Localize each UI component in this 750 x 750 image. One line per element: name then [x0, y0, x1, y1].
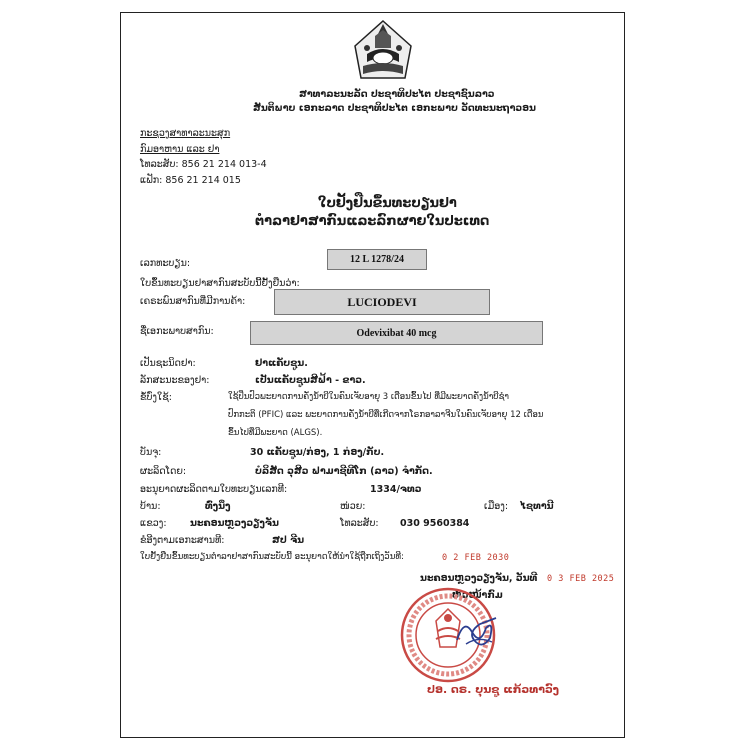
province-value: ນະຄອນຫຼວງວຽງຈັນ	[190, 518, 279, 529]
generic-label: ຊື່ເອກະພາບສາກົນ:	[140, 326, 214, 337]
packaging-value: 30 ແຄັບຊູນ/ກ່ອງ, 1 ກ່ອງ/ກັບ.	[250, 447, 385, 458]
phone-value: 030 9560384	[400, 518, 470, 529]
village-value: ທົ່ງນິ່ງ	[205, 501, 231, 512]
issuer-fax: ແຟັກ: 856 21 214 015	[140, 175, 241, 186]
reg-no-label: ເລກທະບຽນ:	[140, 258, 191, 269]
trade-name-label: ເຄຣະພົນສາກົນທີ່ມີການຄ້າ:	[140, 296, 246, 307]
applicant-value: ສປ ຈີນ	[272, 535, 305, 546]
village-label: ບ້ານ:	[140, 501, 161, 512]
issuer-department: ກົມອາຫານ ແລະ ຢາ	[140, 144, 220, 155]
doc-title-line-1: ໃບຢັ້ງຢືນຂຶ້ນທະບຽນຢາ	[318, 196, 457, 211]
usage-line-1: ໃຊ້ປິ່ນປົວພະຍາດການຄັ່ງນໍ້າບີໃນຄົນເຈັບອາຍຸ 3 ເດືອນຂຶ້ນໄປ ທີ່ມີພະຍາດຄັ່ງນໍ້າບີຊຳ	[228, 392, 510, 402]
signer-name: ປອ. ດຣ. ບຸນຊູ ແກ້ວທາວົງ	[427, 683, 560, 696]
header-line-2: ສັນຕິພາບ ເອກະລາດ ປະຊາທິປະໄຕ ເອກະພາບ ວັດທະນະຖາວອນ	[253, 103, 536, 114]
validity-text: ໃບຢັ້ງຢືນຂຶ້ນທະບຽນຕຳລາຢາສາກົນສະບັບນີ້ ອະນຸຍາດໃຫ້ນຳໃຊ້ຖືກເຖິງວັນທີ:	[140, 552, 404, 562]
issue-date-stamp: 0 3 FEB 2025	[547, 574, 615, 584]
national-emblem-icon	[353, 18, 413, 86]
header-line-1: ສາທາລະນະລັດ ປະຊາທິປະໄຕ ປະຊາຊົນລາວ	[299, 89, 495, 100]
province-label: ແຂວງ:	[140, 518, 167, 529]
director-title: ຫົວໜ້າກົມ	[452, 590, 503, 601]
handwritten-signature	[452, 610, 502, 655]
signature-place: ນະຄອນຫຼວງວຽງຈັນ, ວັນທີ	[420, 573, 538, 584]
usage-label: ຂໍ້ບົ່ງໃຊ້:	[140, 392, 172, 403]
license-label: ອະນຸຍາດຜະລິດຕາມໃບທະບຽນເລກທີ:	[140, 484, 288, 495]
usage-line-2: ປົກກະຕິ (PFIC) ແລະ ພະຍາດການຄັ່ງນໍ້າບີທີ່ເກີດຈາກໂຣກອາລາຈີນໃນຄົນເຈັບອາຍຸ 12 ເດືອນ	[228, 410, 544, 420]
appearance-label: ລັກສະນະຂອງຢາ:	[140, 375, 210, 386]
issuer-phone: ໂທລະສັບ: 856 21 214 013-4	[140, 159, 267, 170]
drug-type-value: ຢາແຄັບຊູນ.	[255, 358, 308, 369]
generic-value: Odevixibat 40 mcg	[250, 321, 543, 345]
unit-label: ໜ່ວຍ:	[340, 501, 366, 512]
doc-title-line-2: ຕໍາລາຢາສາກົນແລະລົກຜາຍໃນປະເທດ	[255, 214, 490, 229]
producer-label: ຜະລິດໂດຍ:	[140, 466, 187, 477]
issuer-ministry: ກະຊວງສາທາລະນະສຸກ	[140, 128, 231, 139]
reg-no-value: 12 L 1278/24	[327, 249, 427, 270]
drug-type-label: ເປັນຊະນິດຢາ:	[140, 358, 196, 369]
registered-name-label: ໃບຂຶ້ນທະບຽນຢາສາກົນສະບັບນີ້ຢັ້ງຢືນວ່າ:	[140, 278, 300, 289]
phone-label: ໂທລະສັບ:	[340, 518, 379, 529]
trade-name-value: LUCIODEVI	[274, 289, 490, 315]
validity-date-stamp: 0 2 FEB 2030	[442, 553, 510, 563]
producer-value: ບໍລິສັດ ວຸສີວ ຟາມາຊີທີໂກ (ລາວ) ຈຳກັດ.	[255, 466, 433, 477]
applicant-label: ຂໍອີງຕາມເອກະສານທີ:	[140, 535, 225, 546]
license-value: 1334/ຈທວ	[370, 484, 422, 495]
appearance-value: ເປັນແຄັບຊູນສີຟ້າ - ຂາວ.	[255, 375, 366, 386]
usage-line-3: ຂຶ້ນໄປທີ່ມີພະຍາດ (ALGS).	[228, 428, 323, 438]
packaging-label: ບັນຈຸ:	[140, 447, 162, 458]
district-label: ເມືອງ:	[484, 501, 509, 512]
district-value: ໄຊທານີ	[520, 501, 554, 512]
